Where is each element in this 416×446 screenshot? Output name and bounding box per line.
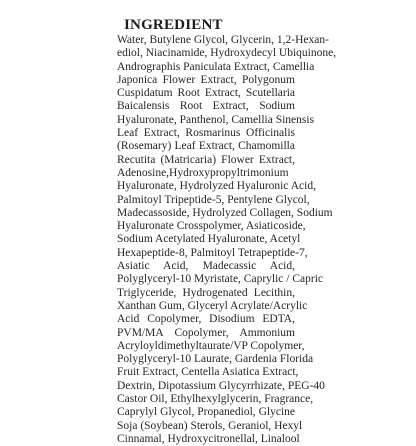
ingredient-title: INGREDIENT (124, 17, 223, 33)
ingredient-line: Hyaluronate, Panthenol, Camellia Sinensis (117, 113, 315, 126)
ingredient-line: Japonica Flower Extract, Polygonum (117, 73, 295, 86)
ingredient-line: ediol, Niacinamide, Hydroxydecyl Ubiquinone, (117, 47, 337, 60)
ingredient-line: Sodium Acetylated Hyaluronate, Acetyl (117, 233, 301, 246)
ingredient-list (117, 34, 337, 446)
ingredient-line: Recutita (Matricaria) Flower Extract, (117, 153, 295, 166)
ingredient-line: Polyglyceryl-10 Laurate, Gardenia Florida (117, 353, 314, 366)
ingredient-line: Andrographis Paniculata Extract, Camellia (117, 60, 315, 73)
ingredient-line: Palmitoyl Tripeptide-5, Pentylene Glycol, (117, 193, 310, 206)
ingredient-line: Cuspidatum Root Extract, Scutellaria (117, 87, 295, 100)
ingredient-line: Soja (Soybean) Sterols, Geraniol, Hexyl (117, 419, 303, 432)
ingredient-line: Adenosine,Hydroxypropyltrimonium (117, 166, 289, 179)
ingredient-line: Asiatic Acid, Madecassic Acid, (117, 260, 295, 273)
ingredient-line: PVM/MA Copolymer, Ammonium (117, 326, 295, 339)
ingredient-line: Triglyceride, Hydrogenated Lecithin, (117, 286, 295, 299)
ingredient-line: Acryloyldimethyltaurate/VP Copolymer, (117, 339, 305, 352)
ingredient-line: Castor Oil, Ethylhexylglycerin, Fragrance, (117, 393, 314, 406)
ingredient-line: Hexapeptide-8, Palmitoyl Tetrapeptide-7, (117, 246, 308, 259)
ingredient-line: Fruit Extract, Centella Asiatica Extract, (117, 366, 299, 379)
ingredient-line: Hyaluronate, Hydrolyzed Hyaluronic Acid, (117, 180, 316, 193)
ingredient-line: (Rosemary) Leaf Extract, Chamomilla (117, 140, 295, 153)
ingredient-line: Baicalensis Root Extract, Sodium (117, 100, 295, 113)
ingredient-line: Cinnamal, Hydroxycitronellal, Linalool (117, 432, 300, 445)
ingredient-line: Caprylyl Glycol, Propanediol, Glycine (117, 406, 295, 419)
ingredient-line: Dextrin, Dipotassium Glycyrrhizate, PEG-40 (117, 379, 325, 392)
ingredient-line: Water, Butylene Glycol, Glycerin, 1,2-Hexan- (117, 34, 329, 46)
ingredient-line: Leaf Extract, Rosmarinus Officinalis (117, 127, 295, 140)
ingredient-line: Hyaluronate Crosspolymer, Asiaticoside, (117, 220, 306, 233)
ingredient-line: Polyglyceryl-10 Myristate, Caprylic / Capric (117, 273, 323, 286)
ingredient-line: Madecassoside, Hydrolyzed Collagen, Sodium (117, 206, 333, 219)
ingredient-line: Xanthan Gum, Glyceryl Acrylate/Acrylic (117, 299, 308, 312)
ingredient-line: Acid Copolymer, Disodium EDTA, (117, 313, 295, 326)
